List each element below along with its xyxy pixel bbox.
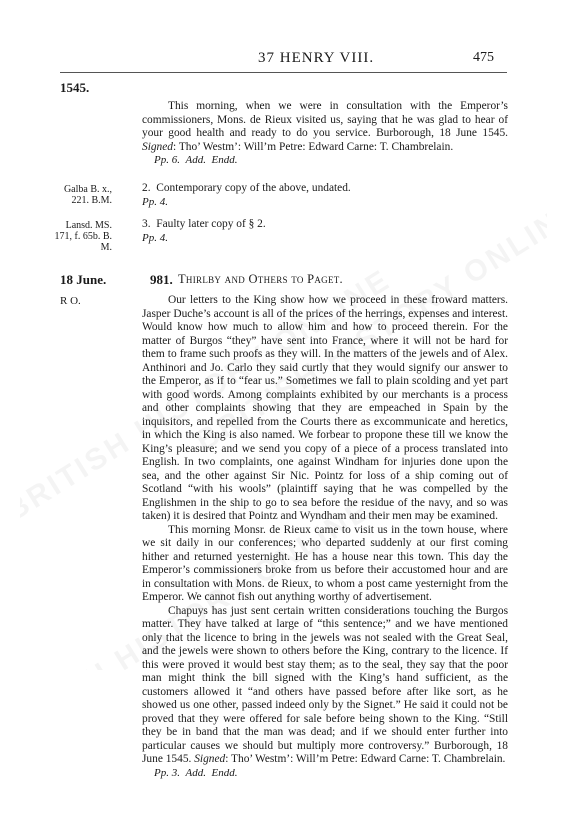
copy-entry bbox=[142, 218, 508, 245]
header-rule bbox=[60, 72, 507, 73]
previous-doc-text: This morning, when we were in consultation with the Emperor’s commissioners, Mons. de Rieux visited us, saying that he was glad to hear of your good health and ready to do you service. Burborough, 18 June 1545. bbox=[142, 100, 508, 139]
addressed-note: Add. bbox=[185, 154, 206, 166]
copy-number: 3. bbox=[142, 218, 151, 230]
copy-source-note: Lansd. MS. 171, f. 65b. B. M. bbox=[54, 220, 112, 253]
addressed-note: Add. bbox=[185, 766, 206, 779]
document-body bbox=[142, 294, 508, 780]
endorsed-note: Endd. bbox=[211, 766, 238, 779]
endorsed-note: Endd. bbox=[211, 154, 238, 166]
copy-description: Contemporary copy of the above, undated. bbox=[156, 182, 351, 194]
signatories: : Tho’ Westm’: Will’m Petre: Edward Carne: T. Chambrelain. bbox=[173, 140, 454, 153]
copy-description: Faulty later copy of § 2. bbox=[156, 218, 266, 230]
paragraph: Chapuys has just sent certain written considerations touching the Burgos matter. They have talked at large of “this sentence;” and we have mentioned only that the licence to bring in the jewels was not sealed with the Great Seal, and the jewels were shown to others before the King, contrary to the licence. If this were proved it would best stay them; as to the seal, they say that the poor man might think the bill signed with the King’s hand sufficient, as the customers allowed it “and others have passed before after like sort, as he showed us one other, passed indeed only by the Signet.” He said it could not be proved that they were offered for sale before being shown to the King. “Still they be in band that the man was dead; and if we should enter further into particular causes we should but multiply more controversy.” Burborough, 18 June 1545. bbox=[142, 604, 508, 765]
document-number: 981. bbox=[150, 272, 173, 287]
copy-number: 2. bbox=[142, 182, 151, 194]
signatories: : Tho’ Westm’: Will’m Petre: Edward Carne: T. Chambrelain. bbox=[225, 753, 506, 765]
page-count: Pp. 6. bbox=[154, 154, 180, 166]
signed-label: Signed bbox=[142, 140, 174, 153]
document-date: 18 June. bbox=[60, 272, 107, 287]
page-header bbox=[0, 48, 567, 70]
paragraph-with-signature bbox=[142, 605, 508, 767]
copy-entry bbox=[142, 182, 508, 209]
year-heading: 1545. bbox=[60, 80, 90, 95]
paragraph: Our letters to the King show how we proceed in these froward matters. Jasper Duche’s account is all of the prices of the herrings, expenses and interest. Would know how much to allow him and how to proceed therein. For the matter of Burgos “they” have sent into France, where it will not be hard for them to frame such proofs as they will. In the matters of the jewels and of Alex. Anthinori and Jo. Carlo they said curtly that they would signify our answer to the Emperor, as if to “fear us.” Sometimes we fall to plain scolding and yet part with good words. Among complaints exhibited by our merchants is a process and other complaints showing that they are empeached in Spain by the inquisitors, and repelled from the Courts there as excommunicate and heretics, in which the King is also named. We forbear to propone these till we know the King’s pleasure; and we send you copy of a piece of a process translated into English. In two complaints, one against Windham for injuries done upon the sea, and the other against Sir Nic. Pointz for loss of a ship coming out of Scotland “with his wools” (plaintiff saying that he was compelled by the Englishmen in the ship to go to sea before the residue of the navy, and so was taken) it is desired that Pointz and Wyndham and their men may be examined. bbox=[142, 294, 508, 522]
page-number: 475 bbox=[473, 50, 494, 65]
page-count: Pp. 3. bbox=[154, 766, 180, 779]
copy-source-note: Galba B. x., 221. B.M. bbox=[63, 184, 112, 206]
paragraph: This morning Monsr. de Rieux came to visit us in the town house, where we sit daily in our conferences; who departed suddenly at our first coming hither and returned yesternight. He has a house near this town. This day the Emperor’s commissioners broke from us before their accustomed hour and are in consultation with Mons. de Rieux, to whom a post came yesternight from the Emperor. We cannot fish out anything worthy of advertisement. bbox=[142, 523, 508, 603]
signed-label: Signed bbox=[194, 753, 226, 765]
previous-document bbox=[142, 100, 508, 168]
copy-page-count: Pp. 4. bbox=[142, 195, 168, 208]
copy-page-count: Pp. 4. bbox=[142, 231, 168, 244]
record-source-note: R O. bbox=[60, 295, 81, 307]
running-head: 37 HENRY VIII. bbox=[258, 50, 375, 66]
document-title: Thirlby and Others to Paget. bbox=[178, 272, 343, 286]
